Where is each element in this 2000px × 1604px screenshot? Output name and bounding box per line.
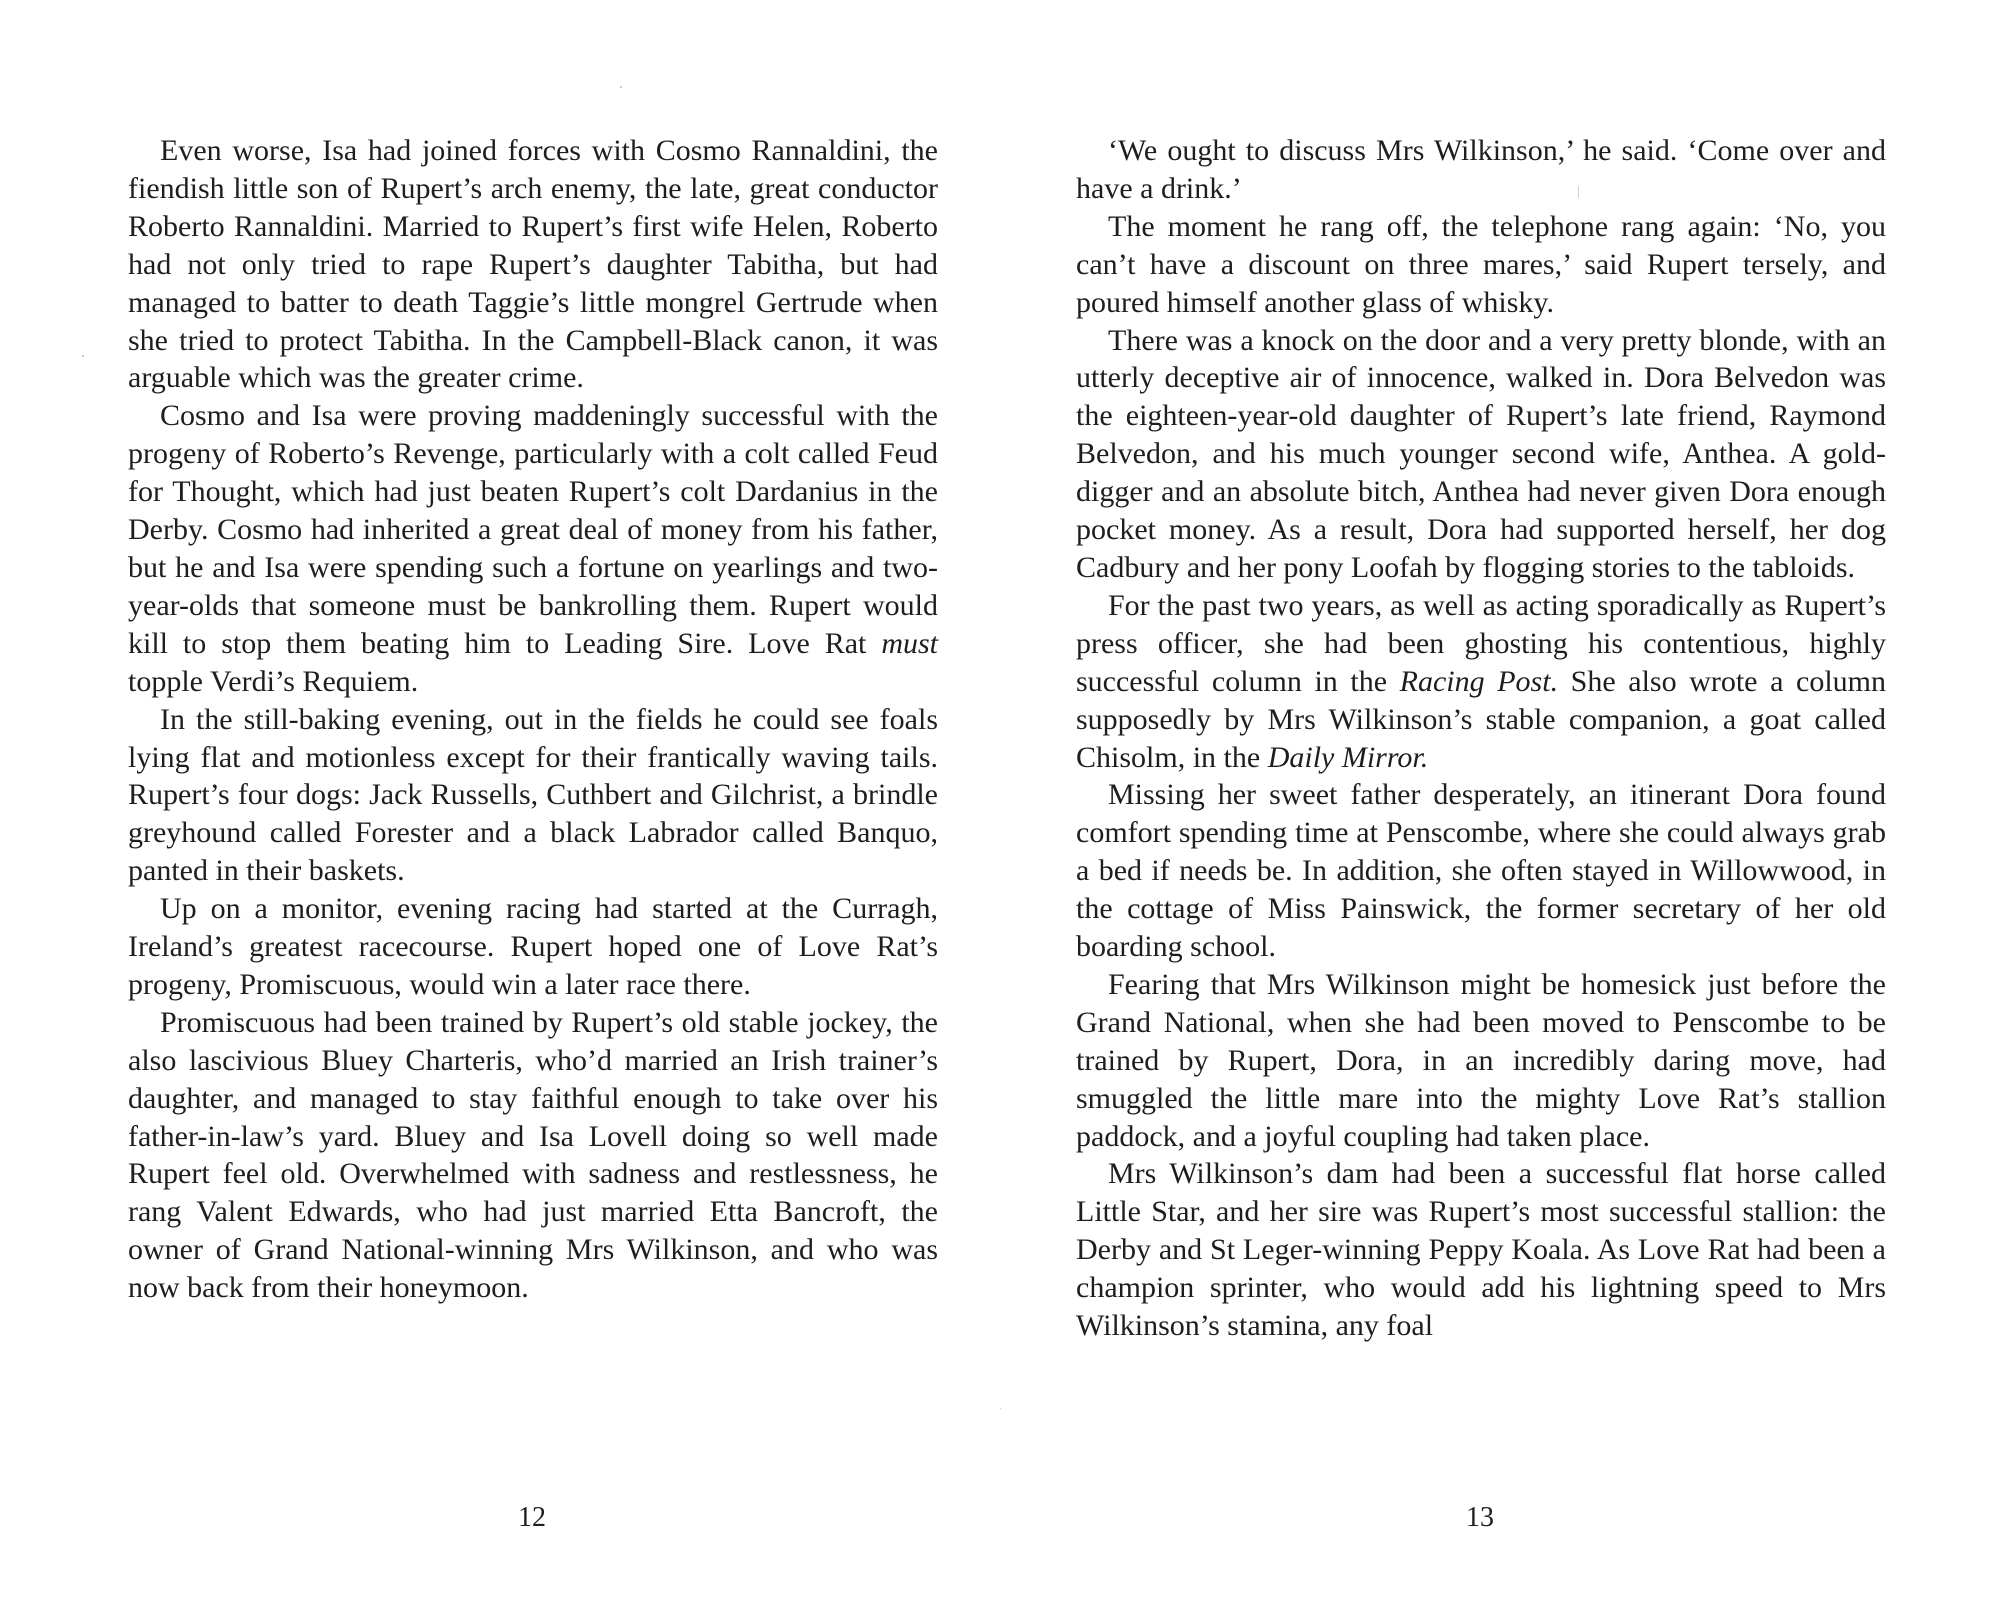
page-number-left: 12 bbox=[518, 1502, 546, 1533]
paragraph bbox=[1076, 966, 1886, 1156]
text-run: Even worse, Isa had joined forces with Cosmo Rannaldini, the fiendish little son of Rupert’s arch enemy, the late, great conductor Roberto Rannaldini. Married to Rupert’s first wife Helen, Roberto had not only tried to rape Rupert’s daughter Tabitha, but had managed to batter to death Taggie’s little mongrel Gertrude when she tried to protect Tabitha. In the Campbell-Black canon, it was arguable which was the greater crime. bbox=[128, 134, 938, 395]
paragraph bbox=[1076, 776, 1886, 966]
text-run: She also wrote a column supposedly by Mrs Wilkinson’s stable companion, a goat called Chisolm, in the bbox=[1076, 664, 1886, 774]
paragraph bbox=[1076, 132, 1886, 208]
paragraph bbox=[1076, 208, 1886, 322]
text-run: topple Verdi’s Requiem. bbox=[128, 664, 419, 698]
paper-speck bbox=[1578, 186, 1579, 198]
right-page bbox=[1076, 132, 1886, 1345]
paper-speck bbox=[620, 86, 622, 88]
text-run: There was a knock on the door and a very pretty blonde, with an utterly deceptive air of innocence, walked in. Dora Belvedon was the eighteen-year-old daughter of Rupert’s late friend, Raymond Belvedon, and his much younger second wife, Anthea. A gold-digger and an absolute bitch, Anthea had never given Dora enough pocket money. As a result, Dora had supported herself, her dog Cadbury and her pony Loofah by flogging stories to the tabloids. bbox=[1076, 323, 1886, 584]
paper-speck bbox=[82, 355, 84, 357]
text-run: Missing her sweet father desperately, an itinerant Dora found comfort spending time at Penscombe, where she could always grab a bed if needs be. In addition, she often stayed in Willowwood, in the cottage of Miss Painswick, the former secretary of her old boarding school. bbox=[1076, 778, 1886, 964]
italic-text: Daily Mirror. bbox=[1267, 740, 1429, 774]
paragraph bbox=[1076, 1155, 1886, 1345]
text-run: Up on a monitor, evening racing had started at the Curragh, Ireland’s greatest racecourse. Rupert hoped one of Love Rat’s progeny, Promiscuous, would win a later race there. bbox=[128, 892, 938, 1001]
text-run: Fearing that Mrs Wilkinson might be homesick just before the Grand National, when she had been moved to Penscombe to be trained by Rupert, Dora, in an incredibly daring move, had smuggled the little mare into the mighty Love Rat’s stallion paddock, and a joyful coupling had taken place. bbox=[1076, 967, 1886, 1153]
paragraph bbox=[128, 132, 938, 397]
text-run: Cosmo and Isa were proving maddeningly successful with the progeny of Roberto’s Revenge, particularly with a colt called Feud for Thought, which had just beaten Rupert’s colt Dardanius in the Derby. Cosmo had inherited a great deal of money from his father, but he and Isa were spending such a fortune on yearlings and two-year-olds that someone must be bankrolling them. Rupert would kill to stop them beating him to Leading Sire. Love Rat bbox=[128, 399, 938, 660]
text-run: In the still-baking evening, out in the fields he could see foals lying flat and motionless except for their frantically waving tails. Rupert’s four dogs: Jack Russells, Cuthbert and Gilchrist, a brindle greyhound called Forester and a black Labrador called Banquo, panted in their baskets. bbox=[128, 702, 938, 888]
text-run: Promiscuous had been trained by Rupert’s old stable jockey, the also lascivious Bluey Charteris, who’d married an Irish trainer’s daughter, and managed to stay faithful enough to take over his father-in-law’s yard. Bluey and Isa Lovell doing so well made Rupert feel old. Overwhelmed with sadness and restlessness, he rang Valent Edwards, who had just married Etta Bancroft, the owner of Grand National-winning Mrs Wilkinson, and who was now back from their honeymoon. bbox=[128, 1005, 938, 1305]
text-run: The moment he rang off, the telephone rang again: ‘No, you can’t have a discount on three mares,’ said Rupert tersely, and poured himself another glass of whisky. bbox=[1076, 209, 1886, 319]
paragraph bbox=[128, 397, 938, 700]
paragraph bbox=[128, 890, 938, 1004]
paper-speck bbox=[1000, 1408, 1001, 1409]
page-number-right: 13 bbox=[1466, 1502, 1494, 1533]
italic-text: must bbox=[881, 626, 938, 660]
paragraph bbox=[1076, 587, 1886, 777]
paragraph bbox=[128, 1004, 938, 1307]
paragraph bbox=[1076, 322, 1886, 587]
text-run: For the past two years, as well as acting sporadically as Rupert’s press officer, she had been ghosting his contentious, highly successful column in the bbox=[1076, 588, 1886, 698]
italic-text: Racing Post. bbox=[1399, 664, 1559, 698]
paragraph bbox=[128, 701, 938, 891]
text-run: ‘We ought to discuss Mrs Wilkinson,’ he said. ‘Come over and have a drink.’ bbox=[1076, 134, 1886, 205]
left-page bbox=[128, 132, 938, 1307]
text-run: Mrs Wilkinson’s dam had been a successful flat horse called Little Star, and her sire was Rupert’s most successful stallion: the Derby and St Leger-winning Peppy Koala. As Love Rat had been a champion sprinter, who would add his lightning speed to Mrs Wilkinson’s stamina, any foal bbox=[1076, 1157, 1886, 1343]
